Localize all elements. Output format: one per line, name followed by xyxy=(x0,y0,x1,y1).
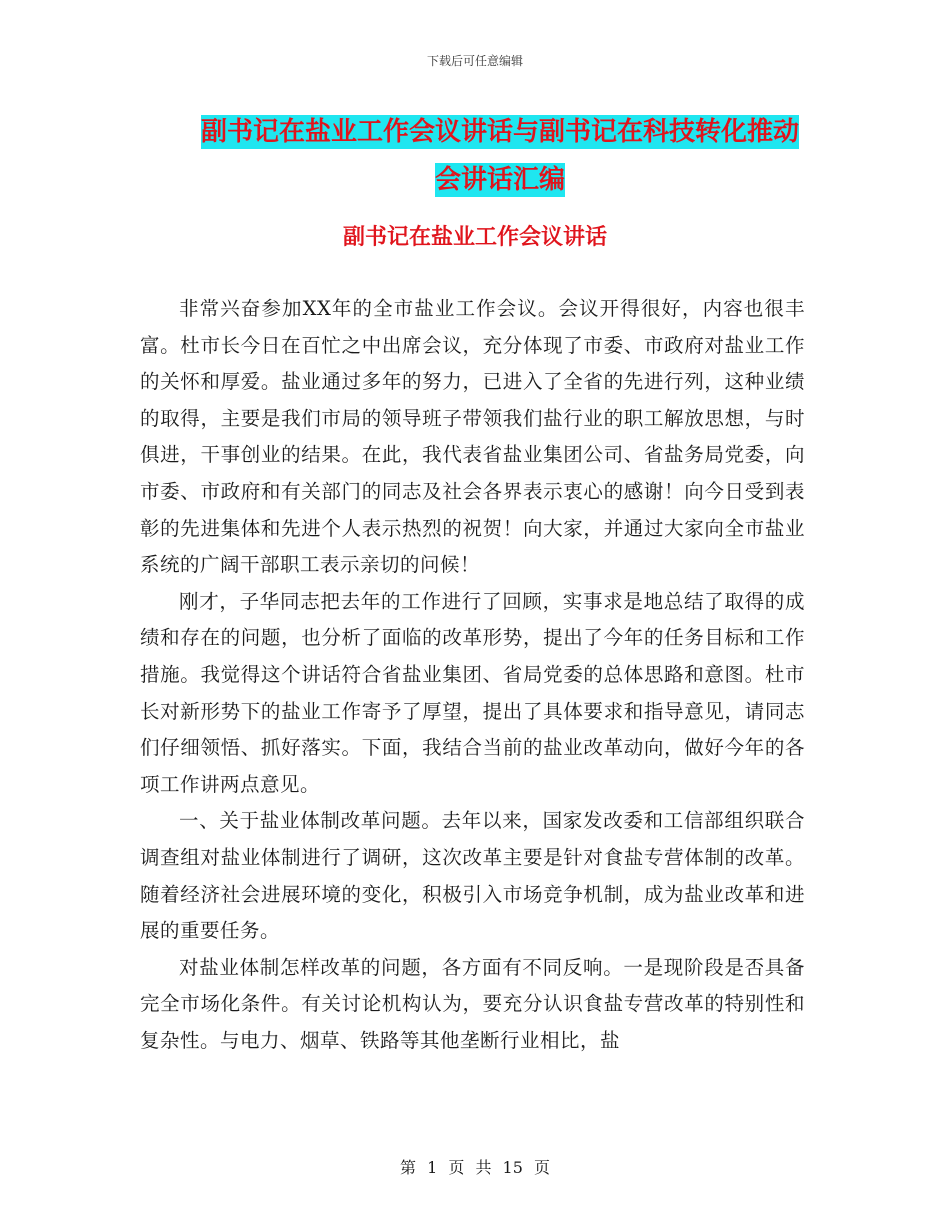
body-text xyxy=(140,291,805,1059)
page-number-footer: 第 1 页 共 15 页 xyxy=(400,1158,550,1177)
document-title-line-1: 副书记在盐业工作会议讲话与副书记在科技转化推动 xyxy=(200,117,799,147)
document-title-line-2: 会讲话汇编 xyxy=(434,165,565,195)
paragraph: 刚才，子华同志把去年的工作进行了回顾，实事求是地总结了取得的成绩和存在的问题，也分析了面临的改革形势，提出了今年的任务目标和工作措施。我觉得这个讲话符合省盐业集团、省局党委的总体思路和意图。杜市长对新形势下的盐业工作寄予了厚望，提出了具体要求和指导意见，请同志们仔细领悟、抓好落实。下面，我结合当前的盐业改革动向，做好今年的各项工作讲两点意见。 xyxy=(140,589,805,796)
paragraph: 一、关于盐业体制改革问题。去年以来，国家发改委和工信部组织联合调查组对盐业体制进行了调研，这次改革主要是针对食盐专营体制的改革。随着经济社会进展环境的变化，积极引入市场竞争机制，成为盐业改革和进展的重要任务。 xyxy=(140,809,805,943)
document-title xyxy=(140,108,860,204)
paragraph: 对盐业体制怎样改革的问题，各方面有不同反响。一是现阶段是否具备完全市场化条件。有关讨论机构认为，要充分认识食盐专营改革的特别性和复杂性。与电力、烟草、铁路等其他垄断行业相比，盐 xyxy=(140,955,805,1052)
section-title: 副书记在盐业工作会议讲话 xyxy=(342,225,607,250)
paragraph: 非常兴奋参加XX年的全市盐业工作会议。会议开得很好，内容也很丰富。杜市长今日在百忙之中出席会议，充分体现了市委、市政府对盐业工作的关怀和厚爱。盐业通过多年的努力，已进入了全省的先进行列，这种业绩的取得，主要是我们市局的领导班子带领我们盐行业的职工解放思想，与时俱进，干事创业的结果。在此，我代表省盐业集团公司、省盐务局党委，向市委、市政府和有关部门的同志及社会各界表示衷心的感谢！向今日受到表彰的先进集体和先进个人表示热烈的祝贺！向大家，并通过大家向全市盐业系统的广阔干部职工表示亲切的问候！ xyxy=(140,297,805,577)
header-note: 下载后可任意编辑 xyxy=(426,54,523,68)
